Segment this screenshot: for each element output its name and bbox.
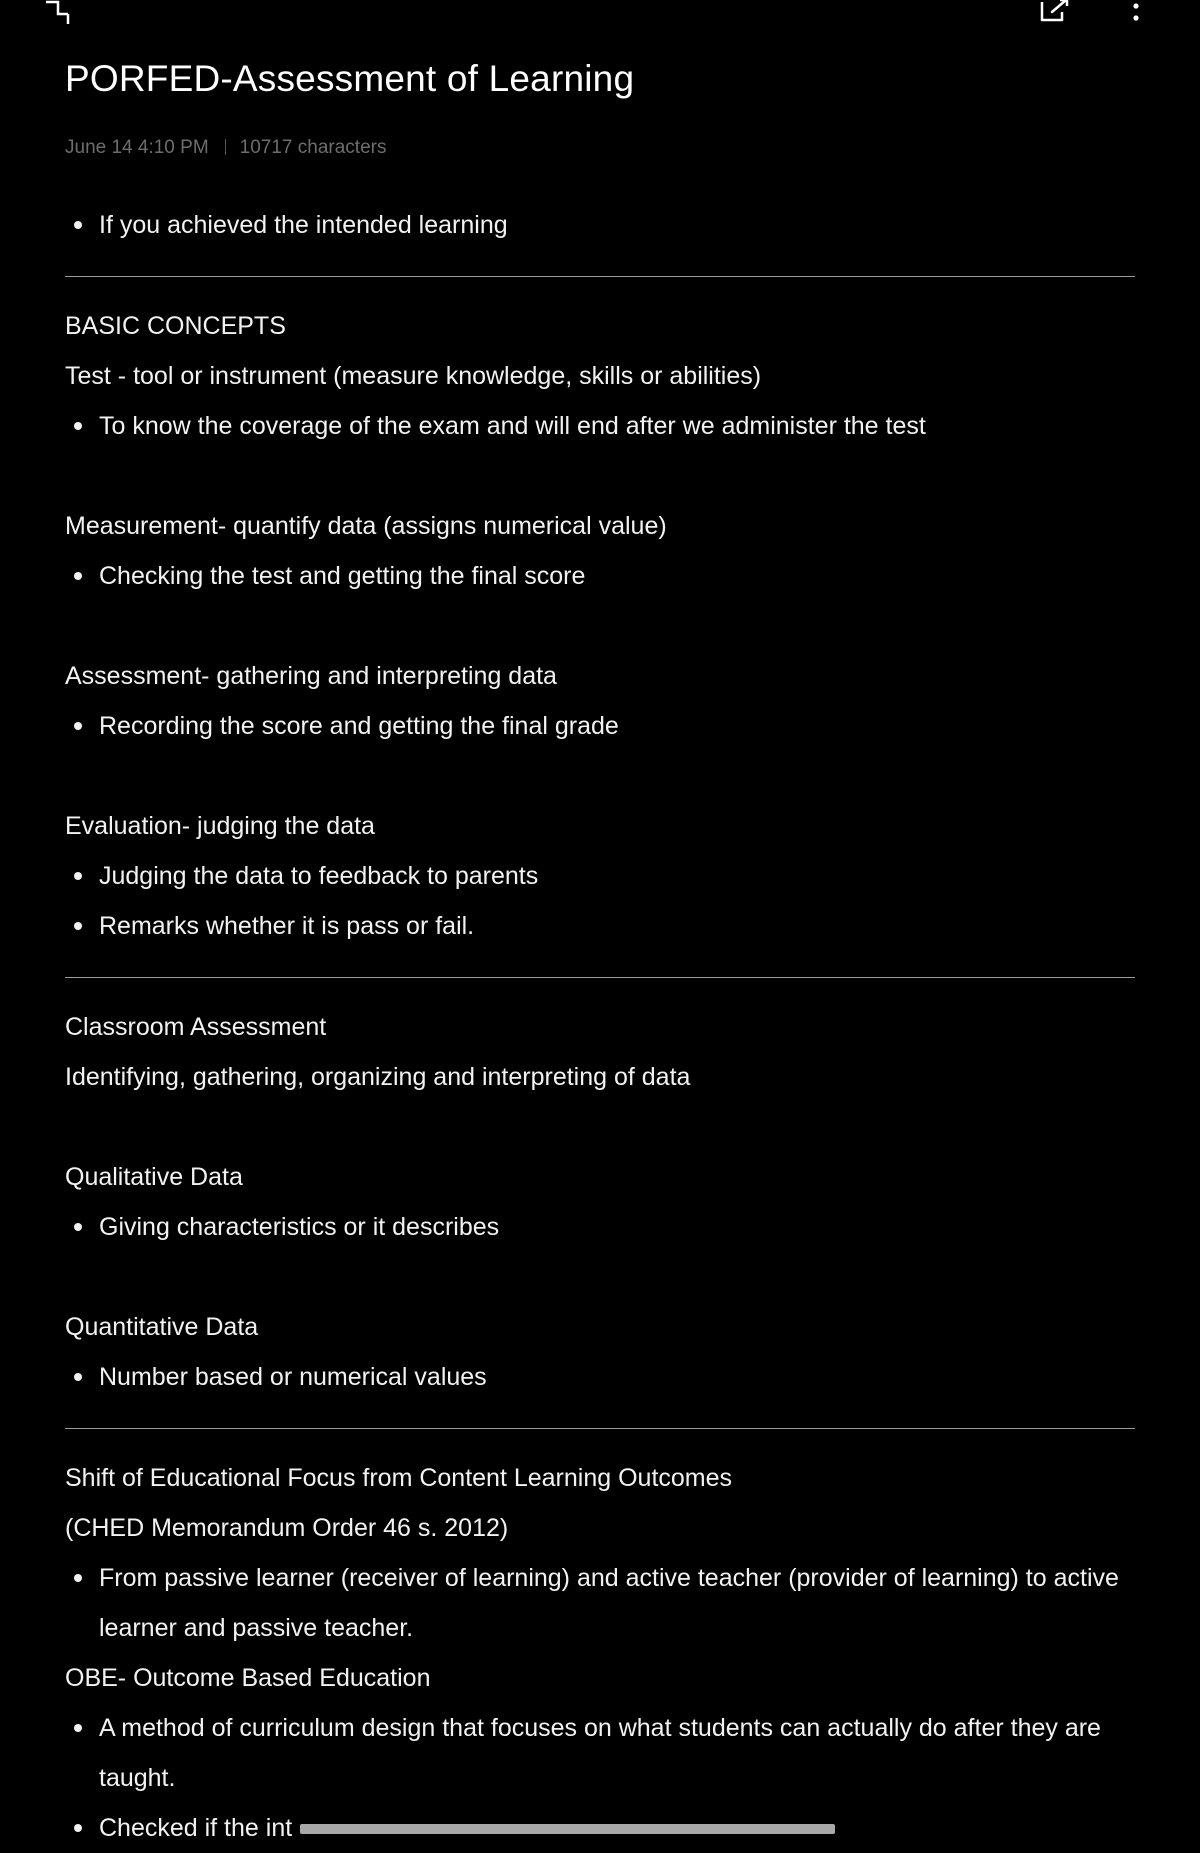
bullet-item: Number based or numerical values bbox=[65, 1352, 1135, 1402]
note-date: June 14 4:10 PM bbox=[65, 137, 209, 158]
bullet-item: Giving characteristics or it describes bbox=[65, 1202, 1135, 1252]
back-arrow-icon bbox=[44, 0, 84, 30]
bullet-item: Remarks whether it is pass or fail. bbox=[65, 901, 1135, 951]
bullet-item: Checking the test and getting the final score bbox=[65, 551, 1135, 601]
bullet-item: If you achieved the intended learning bbox=[65, 200, 1135, 250]
bullet-item bbox=[65, 1803, 835, 1853]
meta-divider bbox=[225, 139, 226, 155]
horizontal-divider bbox=[65, 1428, 1135, 1429]
blank-line bbox=[65, 751, 1135, 801]
paragraph: Assessment- gathering and interpreting data bbox=[65, 662, 557, 690]
back-button[interactable] bbox=[44, 0, 84, 30]
bullet-item: Judging the data to feedback to parents bbox=[65, 851, 1135, 901]
section-heading: BASIC CONCEPTS bbox=[65, 312, 286, 340]
paragraph: Qualitative Data bbox=[65, 1163, 243, 1191]
horizontal-divider bbox=[65, 977, 1135, 978]
paragraph: Evaluation- judging the data bbox=[65, 812, 375, 840]
bullet-item: A method of curriculum design that focuses on what students can actually do after they are taught. bbox=[65, 1703, 1135, 1803]
paragraph: (CHED Memorandum Order 46 s. 2012) bbox=[65, 1514, 509, 1542]
section-heading: Classroom Assessment bbox=[65, 1013, 327, 1041]
bullet-item: From passive learner (receiver of learning) and active teacher (provider of learning) to active learner and passive teacher. bbox=[65, 1553, 1135, 1653]
note-char-count: 10717 characters bbox=[239, 137, 387, 158]
edit-button[interactable] bbox=[1038, 0, 1072, 26]
more-vertical-icon bbox=[1122, 0, 1152, 30]
paragraph: Test - tool or instrument (measure knowledge, skills or abilities) bbox=[65, 362, 762, 390]
cut-off-line bbox=[65, 1803, 1135, 1842]
edit-external-icon bbox=[1038, 0, 1072, 26]
bullet-item: To know the coverage of the exam and will end after we administer the test bbox=[65, 401, 1135, 451]
blank-line bbox=[65, 1252, 1135, 1302]
note-body[interactable] bbox=[65, 200, 1135, 1842]
paragraph: Measurement- quantify data (assigns numerical value) bbox=[65, 512, 667, 540]
more-options-button[interactable] bbox=[1122, 0, 1152, 30]
bullet-item: Recording the score and getting the final grade bbox=[65, 701, 1135, 751]
section-heading: Shift of Educational Focus from Content Learning Outcomes bbox=[65, 1464, 733, 1492]
paragraph: Identifying, gathering, organizing and interpreting of data bbox=[65, 1063, 691, 1091]
paragraph: OBE- Outcome Based Education bbox=[65, 1664, 431, 1692]
note-meta bbox=[65, 137, 386, 159]
highlighted-text bbox=[300, 1824, 835, 1834]
blank-line bbox=[65, 1102, 1135, 1152]
partial-text: Checked if the int bbox=[99, 1814, 293, 1842]
blank-line bbox=[65, 601, 1135, 651]
paragraph: Quantitative Data bbox=[65, 1313, 259, 1341]
horizontal-divider bbox=[65, 276, 1135, 277]
blank-line bbox=[65, 451, 1135, 501]
note-title[interactable]: PORFED-Assessment of Learning bbox=[65, 58, 635, 99]
top-app-bar bbox=[0, 0, 1200, 40]
